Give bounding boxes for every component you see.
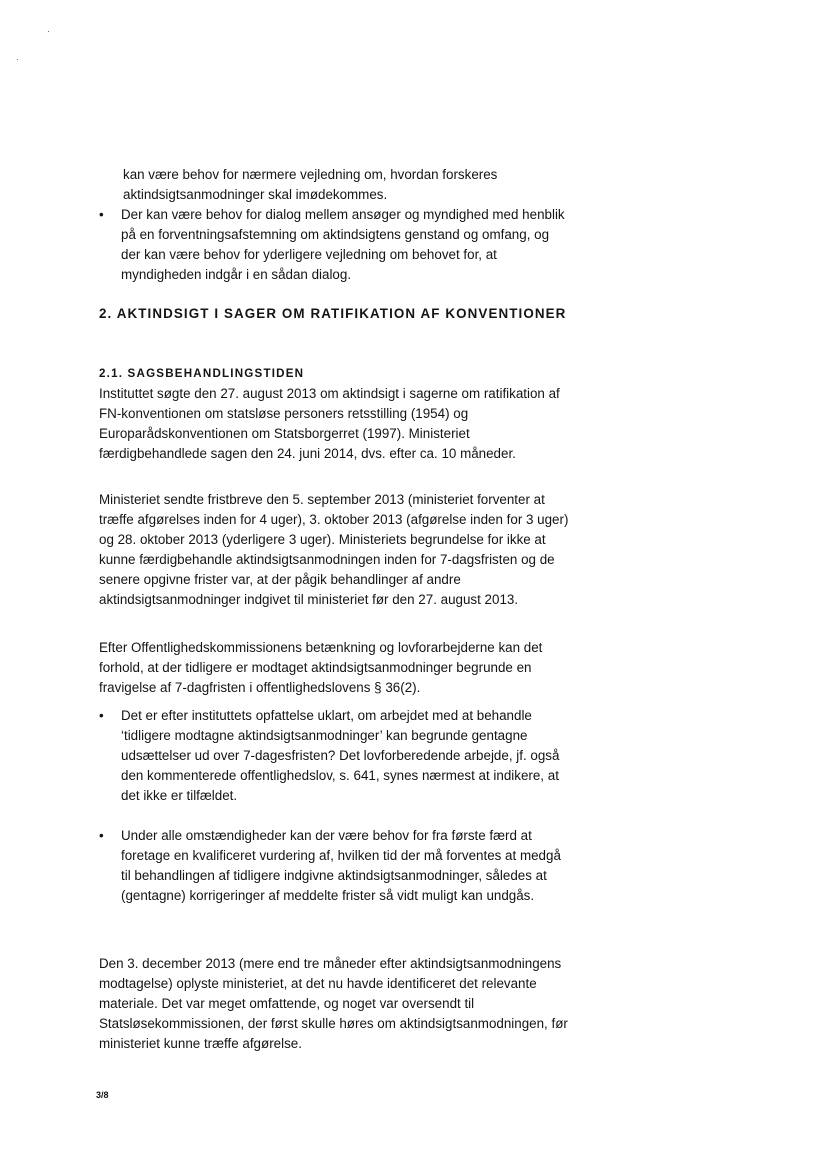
bullet-dot-icon: •: [99, 708, 104, 723]
bullet-dot-icon: •: [99, 828, 104, 843]
subsection-heading: 2.1. SAGSBEHANDLINGSTIDEN: [99, 367, 305, 380]
paragraph: Den 3. december 2013 (mere end tre måneder efter aktindsigtsanmodningens modtagelse) oplyste ministeriet, at det nu havde identificeret det relevante materiale. Det var meget omfattende, og noget var oversendt til Statsløsekommissionen, der først skulle høres om aktindsigtsanmodningen, før ministeriet kunne træffe afgørelse.: [99, 956, 568, 1051]
bullet-text: Der kan være behov for dialog mellem ansøger og myndighed med henblik på en forventningsafstemning om aktindsigtens genstand og omfang, og der kan være behov for yderligere vejledning om behovet for, at myndigheden indgår i en sådan dialog.: [121, 207, 565, 282]
bullet-text: Under alle omstændigheder kan der være behov for fra første færd at foretage en kvalificeret vurdering af, hvilken tid der må forventes at medgå til behandlingen af tidligere indgivne aktindsigtsanmodninger, således at (gentagne) korrigeringer af meddelte frister så vidt muligt kan undgås.: [121, 828, 561, 903]
bullet-text: Det er efter instituttets opfattelse uklart, om arbejdet med at behandle ‘tidligere modtagne aktindsigtsanmodninger’ kan begrunde gentagne udsættelser ud over 7-dagesfristen? Det lovforberedende arbejde, jf. også den kommenterede offentlighedslov, s. 641, synes nærmest at indikere, at det ikke er tilfældet.: [121, 708, 560, 803]
paragraph: Instituttet søgte den 27. august 2013 om aktindsigt i sagerne om ratifikation af FN-konventionen om statsløse personers retsstilling (1954) og Europarådskonventionen om Statsborgerret (1997). Ministeriet færdigbehandlede sagen den 24. juni 2014, dvs. efter ca. 10 måneder.: [99, 386, 560, 461]
scan-speck: [48, 31, 49, 32]
section-heading: 2. AKTINDSIGT I SAGER OM RATIFIKATION AF KONVENTIONER: [99, 306, 567, 321]
paragraph: Ministeriet sendte fristbreve den 5. september 2013 (ministeriet forventer at træffe afgørelses inden for 4 uger), 3. oktober 2013 (afgørelse inden for 3 uger) og 28. oktober 2013 (yderligere 3 uger). Ministeriets begrundelse for ikke at kunne færdigbehandle aktindsigtsanmodningen inden for 7-dagsfristen og de senere opgivne frister var, at der pågik behandlinger af andre aktindsigtsanmodninger indgivet til ministeriet før den 27. august 2013.: [99, 492, 569, 607]
paragraph: Efter Offentlighedskommissionens betænkning og lovforarbejderne kan det forhold, at der tidligere er modtaget aktindsigtsanmodninger begrunde en fravigelse af 7-dagfristen i offentlighedslovens § 36(2).: [99, 640, 543, 695]
continued-bullet-text: kan være behov for nærmere vejledning om, hvordan forskeres aktindsigtsanmodninger skal imødekommes.: [123, 167, 498, 202]
bullet-dot-icon: •: [99, 207, 104, 222]
scan-speck: [17, 59, 18, 60]
page-number: 3/8: [96, 1090, 109, 1100]
